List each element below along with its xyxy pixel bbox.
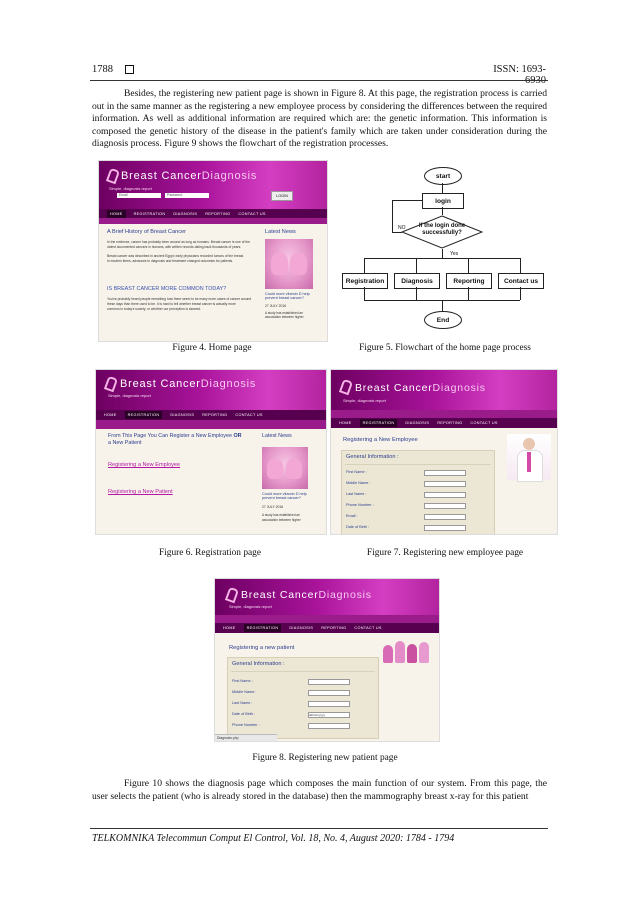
common-title: IS BREAST CANCER MORE COMMON TODAY? — [107, 286, 227, 292]
square-bullet-icon — [125, 65, 134, 74]
email-input[interactable]: Email — [117, 193, 161, 198]
history-text-4: In modern times, advances in diagnosis and treatment changed outcomes for patients. — [107, 259, 234, 263]
register-employee-link[interactable]: Registering a New Employee — [108, 462, 181, 468]
last-name-input[interactable] — [424, 492, 466, 498]
first-name-label: First Name : — [346, 470, 367, 474]
login-button[interactable]: LOGIN — [271, 191, 293, 201]
site-tagline: Simple, diagnosis report — [108, 393, 151, 398]
nav-home[interactable]: HOME — [104, 413, 117, 417]
nav-contact-us[interactable]: CONTACT US — [235, 413, 263, 417]
site-brand: Breast CancerDiagnosis — [120, 378, 257, 390]
flow-reporting: Reporting — [446, 273, 492, 289]
figure-4-home-page — [98, 160, 328, 342]
register-patient-link[interactable]: Registering a New Patient — [108, 489, 173, 495]
nav-contact-us[interactable]: CONTACT US — [238, 211, 266, 216]
middle-name-label: Middle Name : — [346, 481, 371, 485]
site-brand: Breast CancerDiagnosis — [355, 382, 486, 394]
nav-reporting[interactable]: REPORTING — [205, 211, 231, 216]
site-brand: Breast CancerDiagnosis — [121, 170, 258, 182]
caption-fig5: Figure 5. Flowchart of the home page process — [359, 343, 531, 353]
news-text: A study has established an association between higher — [265, 311, 304, 319]
news-date: 27 JULY 2016 — [265, 304, 287, 308]
history-text-1: In the evidence, cancer has probably been around as long as humans. Breast cancer is one of the — [107, 240, 250, 244]
intro-paragraph: Besides, the registering new patient page is shown in Figure 8. At this page, the registration process is carried out in the same manner as the registering a new employee process by considering the differences between the required information. As well as additional information are required which are: the genetic information. This information is composed the genetic history of the disease in the patient's family which are taken under consideration during the diagnosis process. Figure 9 shows the flowchart of the registration processes. — [92, 88, 547, 150]
common-text-3: common in today's society, or whether our perception is skewed. — [107, 307, 202, 311]
ribbon-logo-icon — [225, 587, 239, 604]
caption-fig8: Figure 8. Registering new patient page — [252, 753, 398, 763]
news-date: 27 JULY 2016 — [262, 505, 284, 509]
nav-diagnosis[interactable]: DIAGNOSIS — [170, 413, 195, 417]
phone-number-input[interactable] — [308, 723, 350, 729]
flow-yes-label: Yes — [450, 251, 459, 257]
main-nav — [215, 623, 439, 633]
nav-registration[interactable]: REGISTRATION — [133, 211, 166, 216]
date-of-birth-label: Date of Birth : — [232, 712, 256, 716]
phone-number-input[interactable] — [424, 503, 466, 509]
latest-news-title: Latest News — [265, 229, 296, 235]
ribbon-logo-icon — [106, 168, 120, 185]
common-text-2: these days than there used to be. It is hard to tell whether breast cancer is actually more — [107, 302, 236, 306]
date-of-birth-label: Date of Birth : — [346, 525, 370, 529]
registration-heading-2: a New Patient — [108, 440, 142, 446]
nav-contact-us[interactable]: CONTACT US — [470, 421, 498, 425]
email-label: Email : — [346, 514, 358, 518]
nav-reporting[interactable]: REPORTING — [437, 421, 463, 425]
nav-home[interactable]: HOME — [223, 626, 236, 630]
site-brand: Breast CancerDiagnosis — [241, 589, 372, 601]
general-info-form — [341, 450, 495, 535]
flow-end: End — [424, 311, 462, 329]
doctor-image — [507, 434, 551, 480]
flow-contact-us: Contact us — [498, 273, 544, 289]
registration-heading: From This Page You Can Register a New Employee OR — [108, 433, 242, 439]
email-input[interactable] — [424, 514, 466, 520]
caption-fig6: Figure 6. Registration page — [158, 548, 262, 558]
site-tagline: Simple, diagnosis report — [343, 398, 386, 403]
header-rule — [90, 80, 548, 81]
flow-registration: Registration — [342, 273, 388, 289]
nav-diagnosis[interactable]: DIAGNOSIS — [173, 211, 198, 216]
outro-paragraph: Figure 10 shows the diagnosis page which composes the main function of our system. From this page, the user selects the patient (who is already stored in the database) then the mammography breast x-ray for this patient — [92, 778, 547, 802]
first-name-label: First Name : — [232, 679, 253, 683]
main-nav — [99, 209, 327, 218]
nav-registration[interactable]: REGISTRATION — [244, 624, 282, 632]
news-image — [265, 239, 313, 289]
phone-number-label: Phone Number : — [346, 503, 374, 507]
first-name-input[interactable] — [424, 470, 466, 476]
patients-silhouette-image — [383, 641, 431, 663]
browser-status-bar: Diagnosis.php — [215, 734, 277, 741]
general-info-heading: General Information : — [232, 661, 285, 667]
history-text-3: Breast cancer was described in ancient Egypt; early physicians recorded tumors of the breast. — [107, 254, 245, 258]
footer-rule — [90, 828, 548, 829]
nav-diagnosis[interactable]: DIAGNOSIS — [289, 626, 314, 630]
nav-home[interactable]: HOME — [107, 210, 126, 218]
password-input[interactable]: Password — [165, 193, 209, 198]
figure-7-register-employee — [330, 369, 558, 535]
phone-number-label: Phone Number : — [232, 723, 260, 727]
ribbon-logo-icon — [104, 376, 118, 393]
middle-name-input[interactable] — [308, 690, 350, 696]
nav-contact-us[interactable]: CONTACT US — [354, 626, 382, 630]
general-info-form — [227, 657, 379, 739]
caption-fig7: Figure 7. Registering new employee page — [366, 548, 524, 558]
flow-decision-text: If the login done successfully? — [418, 223, 466, 236]
nav-diagnosis[interactable]: DIAGNOSIS — [405, 421, 430, 425]
figure-5-flowchart — [338, 160, 553, 340]
caption-fig4: Figure 4. Home page — [172, 343, 252, 353]
flow-start: start — [424, 167, 462, 185]
last-name-label: Last Name : — [232, 701, 253, 705]
date-of-birth-input[interactable]: dd/mm/yyyy — [308, 712, 350, 718]
common-text-1: You've probably heard people remarking how there seem to be many more cases of cancer around — [107, 297, 252, 301]
flow-login: login — [422, 193, 464, 209]
figure-6-registration-page — [95, 369, 327, 535]
nav-reporting[interactable]: REPORTING — [321, 626, 347, 630]
patient-page-title: Registering a new patient — [229, 645, 295, 651]
first-name-input[interactable] — [308, 679, 350, 685]
last-name-label: Last Name : — [346, 492, 367, 496]
history-text-2: oldest documented cancers in humans, with written records dating back thousands of years. — [107, 245, 242, 249]
nav-registration[interactable]: REGISTRATION — [360, 419, 398, 427]
news-text-2: association between higher — [262, 518, 301, 522]
site-tagline: Simple, diagnosis report — [109, 186, 152, 191]
flow-diagnosis: Diagnosis — [394, 273, 440, 289]
news-link[interactable]: Could more vitamin D help prevent breast cancer? — [262, 492, 307, 500]
middle-name-label: Middle Name : — [232, 690, 257, 694]
date-of-birth-input[interactable] — [424, 525, 466, 531]
page-number: 1788 — [92, 64, 113, 75]
middle-name-input[interactable] — [424, 481, 466, 487]
flow-no-label: NO — [398, 225, 406, 231]
history-title: A Brief History of Breast Cancer — [107, 229, 186, 235]
news-link[interactable]: Could more vitamin D help prevent breast cancer? — [265, 292, 310, 300]
news-text-1: A study has established an — [262, 513, 300, 517]
nav-registration[interactable]: REGISTRATION — [125, 411, 163, 419]
issn: ISSN: 1693- — [493, 64, 546, 75]
general-info-heading: General Information : — [346, 454, 399, 460]
nav-reporting[interactable]: REPORTING — [202, 413, 228, 417]
nav-home[interactable]: HOME — [339, 421, 352, 425]
latest-news-title: Latest News — [262, 433, 292, 439]
figure-8-register-patient — [214, 578, 440, 742]
employee-page-title: Registering a New Employee — [343, 437, 418, 443]
ribbon-logo-icon — [339, 379, 353, 396]
site-tagline: Simple, diagnosis report — [229, 604, 272, 609]
last-name-input[interactable] — [308, 701, 350, 707]
main-nav — [331, 418, 557, 428]
footer-text: TELKOMNIKA Telecommun Comput El Control, Vol. 18, No. 4, August 2020: 1784 - 1794 — [92, 833, 455, 844]
news-image — [262, 447, 308, 489]
main-nav — [96, 410, 326, 420]
